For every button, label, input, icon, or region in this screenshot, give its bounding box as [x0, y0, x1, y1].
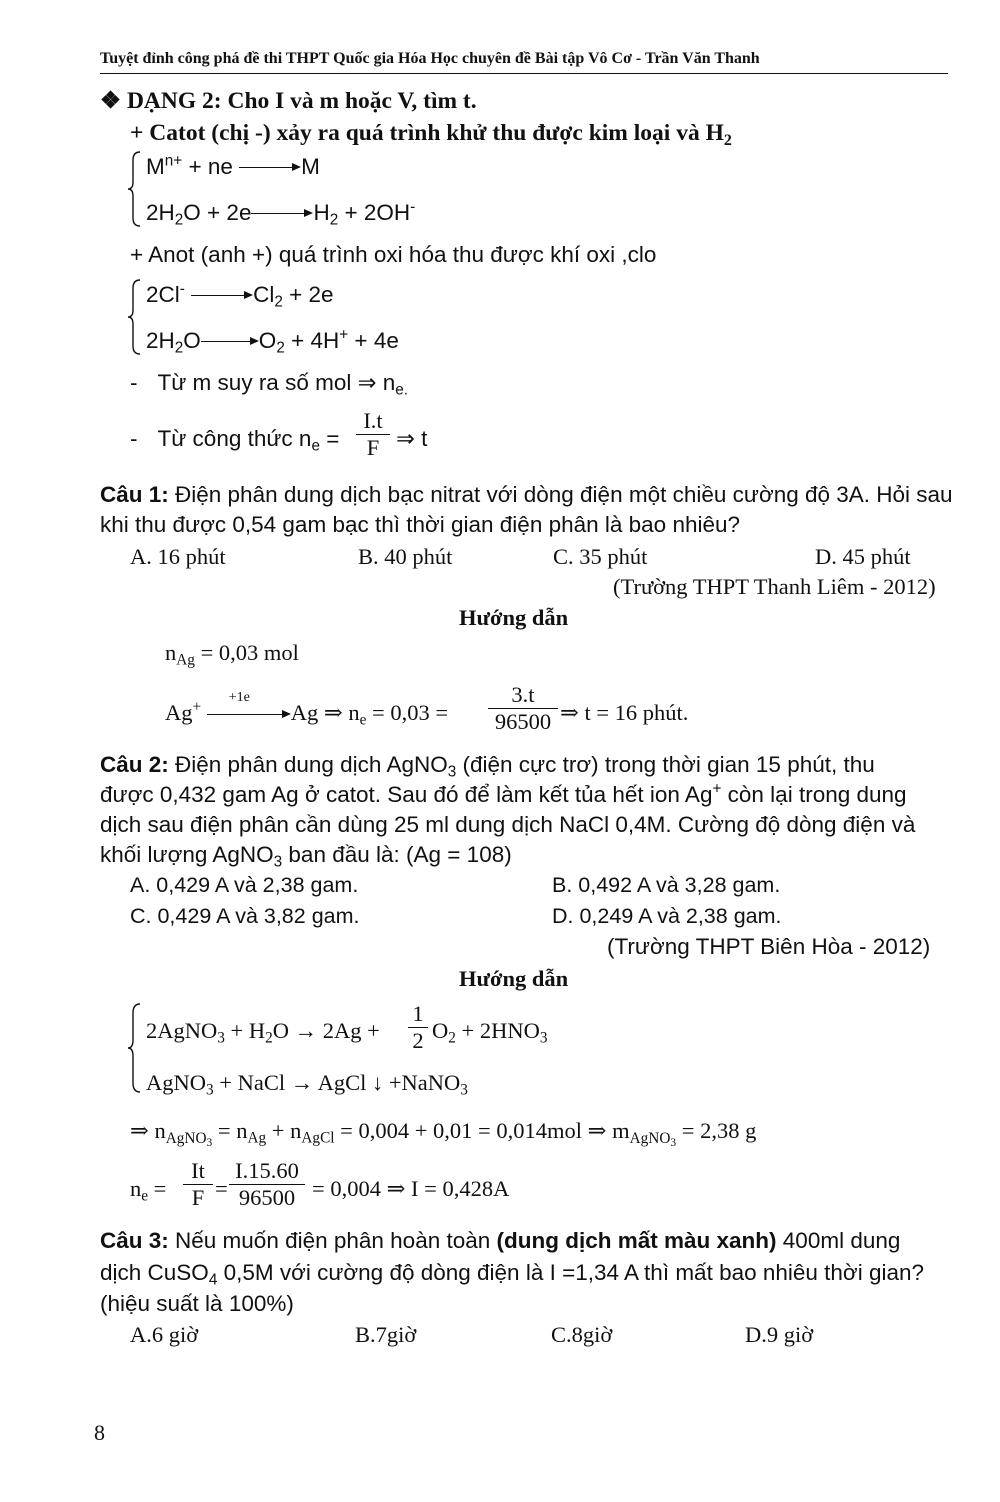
q1-guide-heading: Hướng dẫn [459, 605, 569, 630]
reaction-arrow-icon [191, 291, 253, 301]
running-header: Tuyệt đỉnh công phá đề thi THPT Quốc gia Hóa Học chuyên đề Bài tập Vô Cơ - Trần Văn Thanh [100, 50, 760, 67]
step-2: - Từ công thức $n_e$ = [130, 426, 340, 455]
header-rule [100, 73, 948, 74]
left-brace-icon [126, 150, 142, 228]
q2-current-result: = 0,004 ⇒ I = 0,428A [312, 1176, 510, 1201]
section-title [100, 86, 477, 115]
q2-reaction-2: AgNO$_3$ + NaCl → AgCl ↓ +NaNO$_3$ [146, 1070, 468, 1099]
q2-calculation-current: $n_e$ = [130, 1176, 167, 1205]
question-2-label: Câu 2: [100, 752, 169, 777]
q3-option-d: D.9 giờ [745, 1322, 814, 1347]
page-number: 8 [94, 1420, 105, 1445]
q1-option-a: A. 16 phút [130, 544, 226, 569]
question-3-line-1: Câu 3: Nếu muốn điện phân hoàn toàn (dung dịch mất màu xanh) 400ml dung [100, 1228, 901, 1253]
anode-equation-2: $2H_2O$ $O_2 + 4H^+ + 4e$ [146, 326, 399, 357]
question-2-line-3: dịch sau điện phân cần dùng 25 ml dung dịch NaCl 0,4M. Cường độ dòng điện và [100, 812, 916, 837]
q3-option-b: B.7giờ [355, 1322, 417, 1347]
question-3-line-2: dịch CuSO$_4$ 0,5M với cường độ dòng điện là I =1,34 A thì mất bao nhiêu thời gian? [100, 1260, 924, 1289]
reaction-arrow-icon [239, 163, 301, 173]
q2-guide-heading: Hướng dẫn [459, 966, 569, 991]
left-brace-icon [126, 278, 142, 356]
fraction-it-over-f-2: It F [183, 1158, 213, 1211]
q2-equals-sign: = [215, 1176, 228, 1201]
cathode-equation-2: $2H_2O + 2e$ $H_2 + 2OH^-$ [146, 198, 416, 229]
q2-option-c: C. 0,429 A và 3,82 gam. [130, 904, 360, 928]
q2-calculation-mol: ⇒ $n_{AgNO3} = n_{Ag} + n_{AgCl} = 0,004 + 0,01 = 0,014mol$ ⇒ $m_{AgNO3} = 2,38$ g [130, 1118, 757, 1149]
fraction-one-half: 1 2 [408, 1001, 428, 1054]
question-1-label: Câu 1: [100, 482, 169, 507]
cathode-equation-1: $M^{n+}$ + ne M [146, 152, 320, 179]
q1-solution-result: ⇒ t = 16 phút. [560, 700, 689, 725]
q1-solution-1: $n_{Ag} = 0,03$ mol [165, 640, 299, 669]
reaction-arrow-icon [251, 209, 313, 219]
question-3-line-3: (hiệu suất là 100%) [100, 1291, 294, 1316]
q2-reaction-1: 2AgNO$_3$ + $H_2O \to 2Ag$ + [146, 1018, 380, 1047]
anot-heading: + Anot (anh +) quá trình oxi hóa thu được khí oxi ,clo [130, 242, 657, 267]
anode-equation-1: 2Cl- $Cl_2 + 2e$ [146, 280, 334, 311]
fraction-it-over-f: I.t F [356, 408, 390, 461]
question-2-line-4: khối lượng AgNO$_3$ ban đầu là: (Ag = 108) [100, 842, 512, 871]
q3-option-a: A.6 giờ [130, 1322, 199, 1347]
catot-heading: + Catot (chị -) xảy ra quá trình khử thu được kim loại và $H_2$ [130, 120, 732, 149]
question-3-label: Câu 3: [100, 1228, 169, 1253]
q1-option-d: D. 45 phút [815, 544, 911, 569]
left-brace-icon [126, 1002, 142, 1094]
q2-reaction-1-tail: $O_2 + 2HNO_3$ [432, 1018, 548, 1047]
q2-source: (Trường THPT Biên Hòa - 2012) [607, 934, 931, 959]
q2-option-b: B. 0,492 A và 3,28 gam. [552, 873, 781, 897]
q1-option-b: B. 40 phút [358, 544, 453, 569]
q3-option-c: C.8giờ [551, 1322, 613, 1347]
section-title-text: DẠNG 2: Cho I và m hoặc V, tìm t. [126, 88, 477, 114]
diamond-bullet-icon: ❖ [100, 88, 122, 114]
step-1: - Từ m suy ra số mol ⇒ $n_{e.}$ [130, 370, 408, 399]
q1-source: (Trường THPT Thanh Liêm - 2012) [613, 574, 936, 599]
q1-solution-2: Ag+ +1e Ag ⇒ $n_e = 0,03$ = [165, 689, 449, 729]
q1-option-c: C. 35 phút [553, 544, 648, 569]
q2-option-a: A. 0,429 A và 2,38 gam. [130, 873, 359, 897]
q2-option-d: D. 0,249 A và 2,38 gam. [552, 904, 782, 928]
question-2-line-1: Câu 2: Điện phân dung dịch AgNO$_3$ (điện cực trơ) trong thời gian 15 phút, thu [100, 752, 875, 781]
fraction-i-15-60: I.15.60 96500 [229, 1158, 305, 1211]
step-2-result: ⇒ t [396, 426, 428, 451]
fraction-3t-over-96500: 3.t 96500 [488, 682, 558, 735]
reaction-arrow-icon: +1e [207, 710, 291, 720]
reaction-arrow-icon [201, 337, 259, 347]
question-1-line-2: khi thu được 0,54 gam bạc thì thời gian điện phân là bao nhiêu? [100, 512, 741, 537]
question-1-line-1: Câu 1: Điện phân dung dịch bạc nitrat với dòng điện một chiều cường độ 3A. Hỏi sau [100, 482, 953, 507]
question-2-line-2: được 0,432 gam Ag ở catot. Sau đó để làm kết tủa hết ion Ag+ còn lại trong dung [100, 780, 907, 807]
